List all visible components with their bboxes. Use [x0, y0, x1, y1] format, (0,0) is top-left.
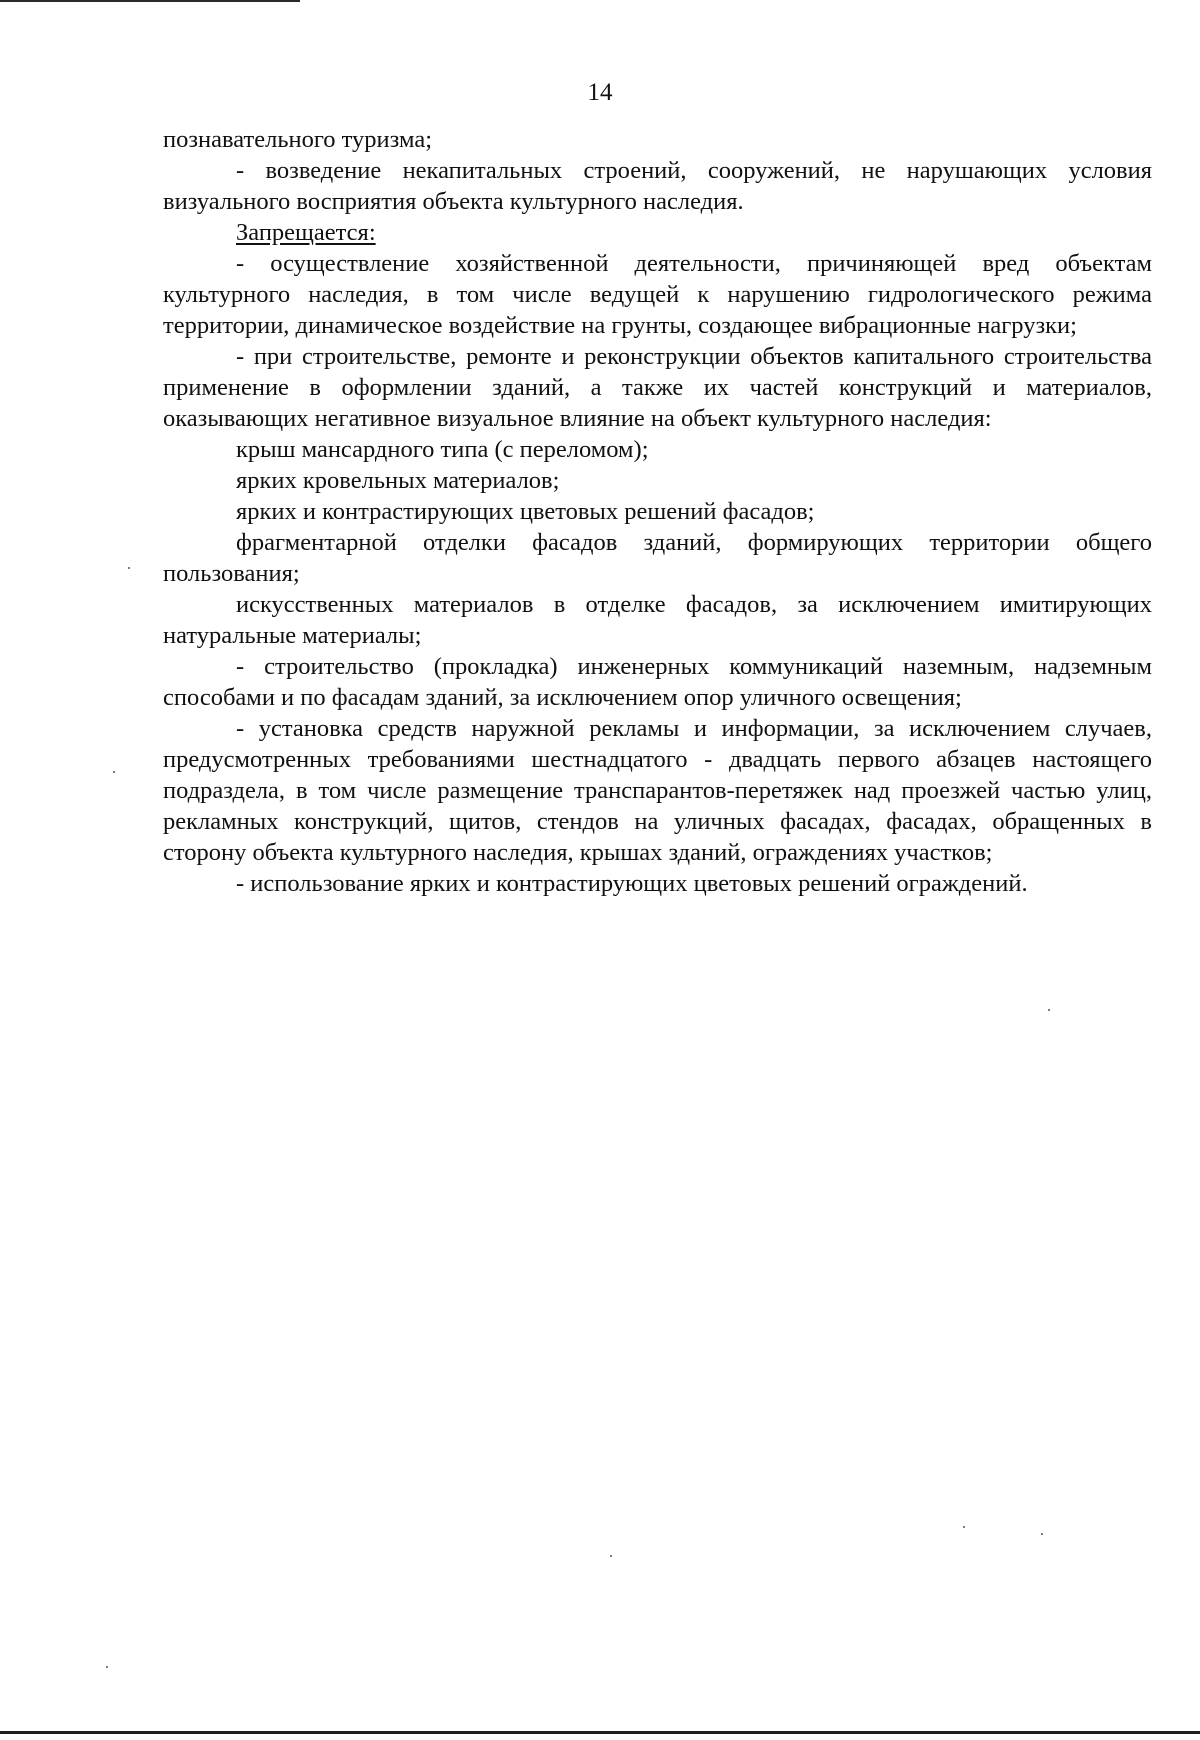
scan-speck: [128, 567, 130, 569]
prohibited-heading: [163, 217, 1152, 248]
document-body: [163, 124, 1152, 899]
paragraph-engineering-communications: - строительство (прокладка) инженерных коммуникаций наземным, надземным способами и по фасадам зданий, за исключением опор уличного освещения;: [163, 653, 1152, 711]
prohibited-heading-label: Запрещается:: [236, 219, 376, 246]
list-item-mansard-roofs: крыш мансардного типа (с переломом);: [236, 436, 649, 463]
scan-speck: [113, 771, 115, 773]
paragraph-outdoor-advertising: - установка средств наружной рекламы и информации, за исключением случаев, предусмотренных требованиями шестнадцатого - двадцать первого абзацев настоящего подраздела, в том числе размещение транспарантов-перетяжек над проезжей частью улиц, рекламных конструкций, щитов, стендов на уличных фасадах, фасадах, обращенных в сторону объекта культурного наследия, крышах зданий, ограждениях участков;: [163, 715, 1152, 866]
paragraph-fence-colors: - использование ярких и контрастирующих цветовых решений ограждений.: [236, 870, 1028, 897]
scan-speck: [1048, 1009, 1050, 1011]
paragraph-continuation: познавательного туризма;: [163, 126, 433, 153]
list-item-facade-finishing: фрагментарной отделки фасадов зданий, формирующих территории общего пользования;: [163, 529, 1152, 587]
paragraph-construction-allowed: - возведение некапитальных строений, сооружений, не нарушающих условия визуального восприятия объекта культурного наследия.: [163, 157, 1152, 215]
scan-speck: [1041, 1533, 1043, 1535]
paragraph-economic-activity: - осуществление хозяйственной деятельности, причиняющей вред объектам культурного наследия, в том числе ведущей к нарушению гидрологического режима территории, динамическое воздействие на грунты, создающее вибрационные нагрузки;: [163, 250, 1152, 339]
list-item-roofing-materials: ярких кровельных материалов;: [236, 467, 560, 494]
scan-speck: [963, 1526, 965, 1528]
scan-speck: [610, 1555, 612, 1557]
list-item-facade-colors: ярких и контрастирующих цветовых решений фасадов;: [236, 498, 815, 525]
scan-speck: [106, 1666, 108, 1668]
scan-edge-top: [0, 0, 300, 2]
paragraph-construction-materials: - при строительстве, ремонте и реконструкции объектов капитального строительства применение в оформлении зданий, а также их частей конструкций и материалов, оказывающих негативное визуальное влияние на объект культурного наследия:: [163, 343, 1152, 432]
page-number: 14: [587, 79, 613, 106]
list-item-artificial-materials: искусственных материалов в отделке фасадов, за исключением имитирующих натуральные материалы;: [163, 591, 1152, 649]
scan-edge-bottom: [0, 1731, 1200, 1734]
